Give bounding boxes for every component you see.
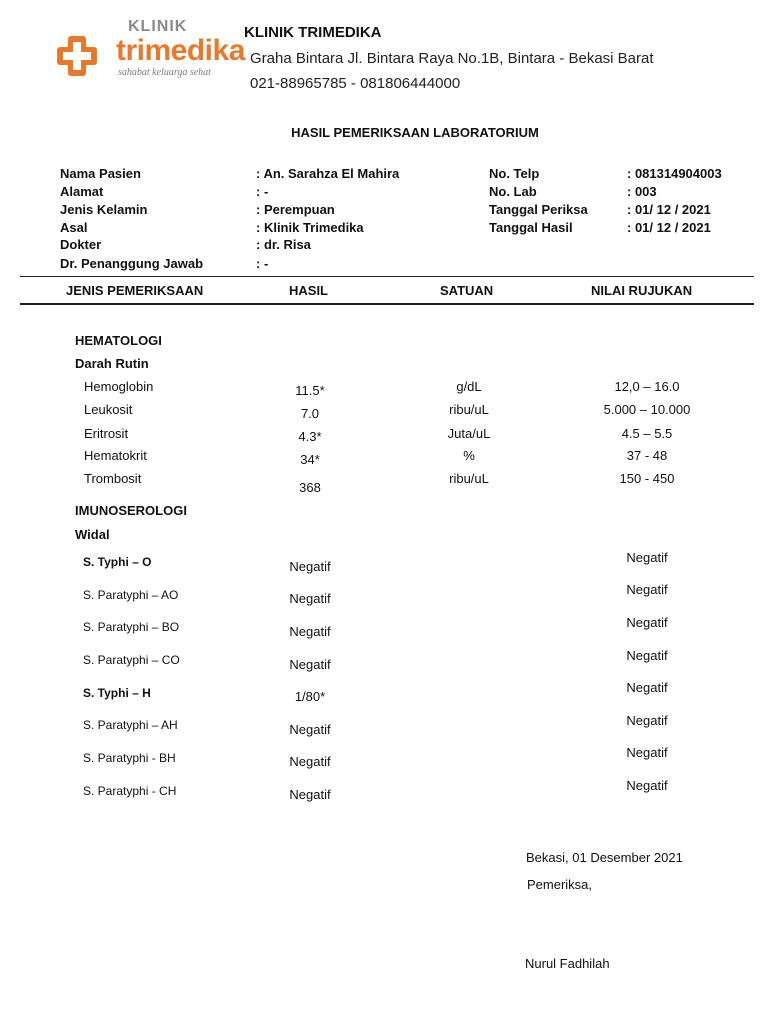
test-result: 368: [299, 480, 321, 495]
patient-gender-value: : Perempuan: [256, 202, 335, 217]
widal-result: 1/80*: [294, 689, 326, 704]
patient-name-value: : An. Sarahza El Mahira: [256, 166, 400, 181]
test-unit: Juta/uL: [447, 426, 491, 441]
widal-reference: Negatif: [626, 550, 668, 565]
widal-test-name: S. Typhi – O: [83, 555, 152, 569]
test-name: Hematokrit: [84, 448, 147, 463]
clinic-name: KLINIK TRIMEDIKA: [244, 24, 382, 41]
phone-label: No. Telp: [489, 166, 540, 181]
widal-test-name: S. Paratyphi - BH: [83, 751, 176, 765]
test-reference: 37 - 48: [626, 448, 668, 463]
doctor-label: Dokter: [60, 237, 102, 252]
responsible-doctor-value: : -: [256, 256, 269, 271]
subsection-widal: Widal: [75, 527, 110, 542]
section-hematologi: HEMATOLOGI: [75, 333, 162, 348]
patient-address-value: : -: [256, 184, 269, 199]
test-result: 34*: [300, 452, 320, 467]
widal-test-name: S. Paratyphi – CO: [83, 653, 180, 667]
test-unit: ribu/uL: [449, 402, 489, 417]
test-reference: 12,0 – 16.0: [614, 379, 680, 394]
patient-name-label: Nama Pasien: [60, 166, 141, 181]
widal-result: Negatif: [289, 657, 331, 672]
signature-place-date: Bekasi, 01 Desember 2021: [526, 850, 683, 865]
test-name: Hemoglobin: [84, 379, 154, 394]
col-header-result: HASIL: [289, 283, 328, 298]
phone-value: : 081314904003: [627, 166, 722, 181]
signature-role: Pemeriksa,: [527, 877, 593, 892]
widal-reference: Negatif: [626, 680, 668, 695]
responsible-doctor-label: Dr. Penanggung Jawab: [60, 256, 204, 271]
signature-name: Nurul Fadhilah: [525, 956, 610, 971]
test-result: 4.3*: [298, 429, 322, 444]
patient-origin-label: Asal: [60, 220, 88, 235]
widal-test-name: S. Paratyphi – AH: [83, 718, 178, 732]
exam-date-value: : 01/ 12 / 2021: [627, 202, 711, 217]
col-header-exam: JENIS PEMERIKSAAN: [66, 283, 204, 298]
patient-address-label: Alamat: [60, 184, 104, 199]
widal-result: Negatif: [289, 754, 331, 769]
widal-result: Negatif: [289, 787, 331, 802]
widal-reference: Negatif: [626, 713, 668, 728]
clinic-address: Graha Bintara Jl. Bintara Raya No.1B, Bintara - Bekasi Barat: [250, 50, 654, 67]
patient-origin-value: : Klinik Trimedika: [256, 220, 364, 235]
col-header-reference: NILAI RUJUKAN: [591, 283, 693, 298]
widal-test-name: S. Typhi – H: [83, 686, 151, 700]
test-name: Eritrosit: [84, 426, 129, 441]
test-reference: 150 - 450: [619, 471, 675, 486]
test-reference: 4.5 – 5.5: [621, 426, 673, 441]
clinic-logo: [36, 14, 245, 96]
test-name: Trombosit: [84, 471, 142, 486]
lab-number-label: No. Lab: [489, 184, 537, 199]
subsection-darah-rutin: Darah Rutin: [75, 356, 149, 371]
widal-result: Negatif: [289, 722, 331, 737]
exam-date-label: Tanggal Periksa: [489, 202, 588, 217]
col-header-unit: SATUAN: [440, 283, 494, 298]
test-reference: 5.000 – 10.000: [603, 402, 691, 417]
result-date-label: Tanggal Hasil: [489, 220, 573, 235]
header-bottom-rule: [20, 303, 754, 305]
test-unit: ribu/uL: [449, 471, 489, 486]
test-unit: g/dL: [456, 379, 482, 394]
widal-result: Negatif: [289, 591, 331, 606]
widal-test-name: S. Paratyphi – AO: [83, 588, 179, 602]
doctor-value: : dr. Risa: [256, 237, 311, 252]
widal-result: Negatif: [289, 559, 331, 574]
section-imunoserologi: IMUNOSEROLOGI: [75, 503, 187, 518]
test-unit: %: [463, 448, 475, 463]
header-top-rule: [20, 276, 754, 277]
result-date-value: : 01/ 12 / 2021: [627, 220, 711, 235]
widal-reference: Negatif: [626, 648, 668, 663]
test-result: 7.0: [300, 406, 320, 421]
widal-reference: Negatif: [626, 582, 668, 597]
widal-test-name: S. Paratyphi – BO: [83, 620, 180, 634]
lab-number-value: : 003: [627, 184, 657, 199]
widal-reference: Negatif: [626, 615, 668, 630]
logo-tagline: sahabat keluarga sehat: [118, 67, 211, 78]
widal-result: Negatif: [289, 624, 331, 639]
document-title: HASIL PEMERIKSAAN LABORATORIUM: [291, 125, 539, 140]
logo-klinik-text: KLINIK: [128, 18, 188, 35]
test-result: 11.5*: [295, 383, 325, 398]
logo-brand-text: trimedika: [116, 34, 245, 67]
widal-reference: Negatif: [626, 745, 668, 760]
clinic-phone: 021-88965785 - 081806444000: [250, 75, 461, 92]
widal-reference: Negatif: [626, 778, 668, 793]
test-name: Leukosit: [84, 402, 133, 417]
patient-gender-label: Jenis Kelamin: [60, 202, 148, 217]
widal-test-name: S. Paratyphi - CH: [83, 784, 177, 798]
